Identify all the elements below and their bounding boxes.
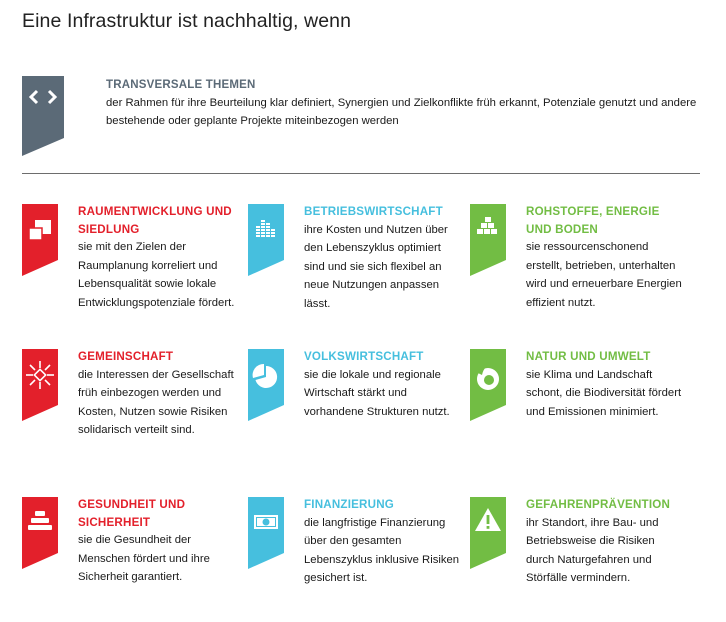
card-body: sie ressourcenschonend erstellt, betrieben, unterhalten wird und erneuerbare Energien effizient nutzt. bbox=[526, 241, 682, 309]
card-badge bbox=[470, 204, 506, 276]
network-star-icon bbox=[22, 349, 58, 421]
card-body: sie mit den Zielen der Raumplanung korreliert und Lebensqualität sowie lokale Entwicklungspotenziale fördert. bbox=[78, 241, 235, 309]
card-badge bbox=[248, 349, 284, 421]
card-title: GESUNDHEIT UND SICHERHEIT bbox=[78, 498, 186, 529]
divider bbox=[22, 173, 700, 174]
card-title: VOLKSWIRTSCHAFT bbox=[304, 350, 424, 363]
card-body: sie die Gesundheit der Menschen fördert und ihre Sicherheit garantiert. bbox=[78, 534, 210, 584]
warning-triangle-icon bbox=[470, 497, 506, 569]
card-body: ihr Standort, ihre Bau- und Betriebsweise die Risiken durch Naturgefahren und Störfälle vermindern. bbox=[526, 516, 659, 585]
card-body: ihre Kosten und Nutzen über den Lebenszyklus optimiert sind und sie sich flexibel an neue Nutzungen anpassen lässt. bbox=[304, 223, 448, 310]
card-title: ROHSTOFFE, ENERGIE UND BODEN bbox=[526, 205, 660, 236]
transversal-heading: TRANSVERSALE THEMEN bbox=[106, 79, 256, 91]
card-badge bbox=[248, 497, 284, 569]
card-title: BETRIEBSWIRTSCHAFT bbox=[304, 205, 443, 218]
code-brackets-icon bbox=[22, 76, 64, 156]
card-body: sie Klima und Landschaft schont, die Biodiversität fördert und Emissionen minimiert. bbox=[526, 368, 682, 418]
card-badge bbox=[22, 497, 58, 569]
leaf-swirl-icon bbox=[470, 349, 506, 421]
card-title: GEMEINSCHAFT bbox=[78, 350, 174, 363]
card-badge bbox=[22, 349, 58, 421]
card-badge bbox=[470, 497, 506, 569]
pie-chart-icon bbox=[248, 349, 284, 421]
card-badge bbox=[470, 349, 506, 421]
card-title: FINANZIERUNG bbox=[304, 498, 394, 511]
transversal-section bbox=[106, 79, 706, 130]
bar-chart-icon bbox=[248, 204, 284, 276]
card-title: NATUR UND UMWELT bbox=[526, 350, 651, 363]
card-badge bbox=[248, 204, 284, 276]
card-body: die Interessen der Gesellschaft früh einbezogen werden und Kosten, Nutzen sowie Risiken solidarisch verteilt sind. bbox=[78, 368, 234, 437]
transversal-badge bbox=[22, 76, 64, 156]
stacked-blocks-icon bbox=[470, 204, 506, 276]
stacked-bars-icon bbox=[22, 497, 58, 569]
card-title: GEFAHRENPRÄVENTION bbox=[526, 498, 671, 511]
card-badge bbox=[22, 204, 58, 276]
card-body: die langfristige Finanzierung über den gesamten Lebenszyklus inklusive Risiken gesichert ist. bbox=[304, 516, 460, 585]
card-title: RAUMENTWICKLUNG UND SIEDLUNG bbox=[78, 205, 232, 236]
card-body: sie die lokale und regionale Wirtschaft stärkt und vorhandene Strukturen nutzt. bbox=[304, 368, 450, 418]
transversal-body: der Rahmen für ihre Beurteilung klar definiert, Synergien und Zielkonflikte früh erkannt, Potenziale genutzt und andere bestehende oder geplante Projekte miteinbezogen werden bbox=[106, 97, 697, 127]
overlapping-squares-icon bbox=[22, 204, 58, 276]
page-title: Eine Infrastruktur ist nachhaltig, wenn bbox=[22, 10, 352, 32]
banknote-icon bbox=[248, 497, 284, 569]
